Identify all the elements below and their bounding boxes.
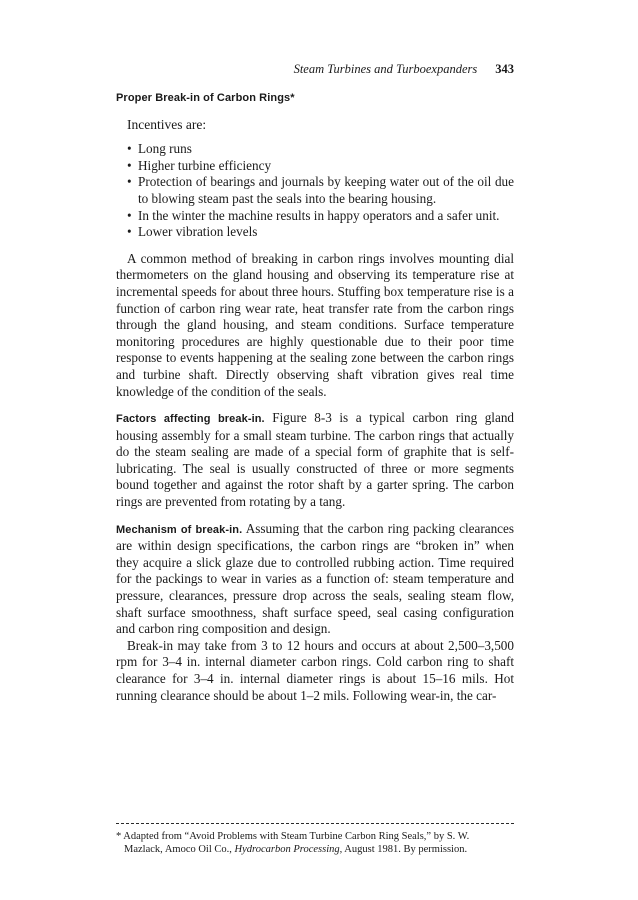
incentives-intro: Incentives are: (127, 116, 207, 132)
mechanism-text: Assuming that the carbon ring packing clearances are within design specifications, the carbon rings are “broken in” when they acquire a slick glaze due to controlled rubbing action. Time required for the packings to wear in varies as a function of: steam temperature and pressure, clearances, pressure drop across the seals, sealing steam flow, shaft surface smoothness, shaft surface speed, seal casing configuration and carbon ring composition and design. (116, 520, 514, 637)
mechanism-paragraph (116, 521, 514, 638)
section-title: Proper Break-in of Carbon Rings* (116, 92, 295, 104)
list-item: • Protection of bearings and journals by keeping water out of the oil due to blowing steam past the seals into the bearing housing. (127, 174, 514, 207)
breakin-time-paragraph: Break-in may take from 3 to 12 hours and occurs at about 2,500–3,500 rpm for 3–4 in. internal diameter carbon rings. Cold carbon ring to shaft clearance for 3–4 in. internal diameter rings is about 15–16 mils. Hot running clearance should be about 1–2 mils. Following wear-in, the car- (116, 637, 514, 703)
incentives-list (116, 141, 514, 241)
footnote-date: August 1981. By permission. (344, 844, 468, 855)
footnote-source: Adapted from “Avoid Problems with Steam Turbine Carbon Ring Seals,” by S. W. (123, 831, 470, 842)
list-item: • Long runs (127, 141, 514, 158)
footnote-journal: Hydrocarbon Processing, (234, 844, 343, 855)
method-paragraph: A common method of breaking in carbon rings involves mounting dial thermometers on the gland housing and observing its temperature rise at incremental speeds for about three hours. Stuffing box temperature rise is a function of carbon ring wear rate, heat transfer rate from the carbon rings through the gland housing, and steam conditions. Surface temperature monitoring procedures are highly questionable due to their poor time response to events happening at the sealing zone between the carbon rings and turbine shaft. Directly observing shaft vibration gives real time knowledge of the condition of the seals. (116, 250, 514, 399)
list-item: • In the winter the machine results in happy operators and a safer unit. (127, 208, 514, 225)
mechanism-run-in-head: Mechanism of break-in. (116, 523, 243, 536)
factors-text: Figure 8-3 is a typical carbon ring gland housing assembly for a small steam turbine. The carbon rings that actually do the steam sealing are made of a special form of graphite that is self-lubricating. The seal is usually constructed of three or more segments bound together and against the rotor shaft by a garter spring. The carbon rings are prevented from rotating by a tang. (116, 410, 515, 510)
page-body (116, 90, 514, 704)
list-item: • Lower vibration levels (127, 224, 514, 241)
factors-run-in-head: Factors affecting break-in. (116, 413, 265, 426)
running-title: Steam Turbines and Turboexpanders (293, 62, 478, 76)
footnote-rule (116, 823, 514, 824)
factors-paragraph (116, 410, 514, 511)
page-number: 343 (495, 62, 514, 76)
footnote (116, 830, 514, 856)
footnote-marker: * (116, 831, 122, 842)
list-item: • Higher turbine efficiency (127, 158, 514, 175)
footnote-author: Mazlack, Amoco Oil Co., (124, 844, 232, 855)
running-head (116, 62, 514, 77)
